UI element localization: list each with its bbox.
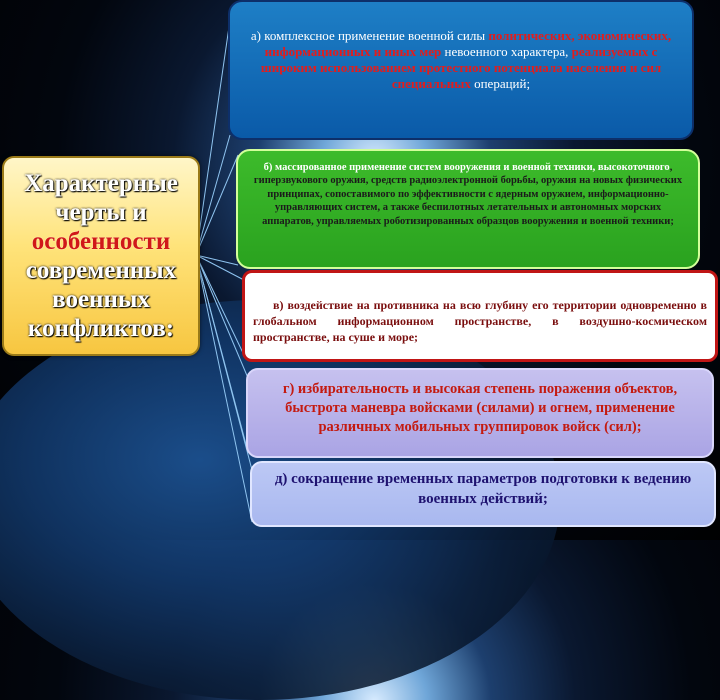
box-b-text: б) массированное применение систем вооружения и военной техники, высокоточного (263, 162, 670, 173)
box-a-highlight: политических, экономических, информационных и иных мер (264, 28, 672, 59)
main-topic-title (24, 169, 178, 343)
title-line: черты и (55, 199, 147, 226)
connector-v2 (196, 255, 244, 355)
box-d-text: д) сокращение временных параметров подготовки к ведению военных действий; (274, 471, 692, 507)
box-g-text: г) избирательность и высокая степень поражения объектов, быстрота маневра войсками (силами) и огнем, применение различных мобильных группировок войск (сил); (282, 381, 678, 435)
connector-g (196, 255, 248, 378)
feature-box-b (236, 149, 700, 269)
main-topic-box (2, 156, 200, 356)
feature-box-v (242, 270, 718, 362)
connector-a (196, 20, 230, 255)
box-a-text: операций; (470, 76, 531, 91)
feature-box-d (250, 461, 716, 527)
box-a-text: невоенного характера, (441, 44, 572, 59)
box-a-highlight: с широким использованием протестного потенциала населения и сил специальных (260, 44, 662, 91)
feature-box-a (228, 0, 694, 140)
title-line-highlight: особенности (31, 228, 171, 255)
feature-box-g (246, 368, 714, 458)
connector-b2 (196, 255, 238, 265)
title-line: военных (52, 286, 150, 313)
title-line: конфликтов: (27, 315, 175, 342)
title-line: современных (25, 257, 177, 284)
box-b-text: , гиперзвукового оружия, средств радиоэлектронной борьбы, оружия на новых физических принципах, сопоставимого по эффективности с ядерным оружием, информационно-управляющих систем, а также беспилотных летательных и автономных морских аппаратов, управляемых роботизированных образцов вооружения и военной техники; (253, 162, 683, 227)
box-a-text: а) комплексное применение военной силы (250, 28, 489, 43)
connector-a2 (196, 135, 230, 255)
box-a-highlight: реализуемых (571, 44, 649, 59)
title-line: Характерные (24, 170, 178, 197)
box-v-text: в) воздействие на противника на всю глубину его территории одновременно в глобальном информационном пространстве, в воздушно-космическом пространстве, на суше и море; (253, 298, 707, 344)
connector-b (196, 155, 238, 255)
